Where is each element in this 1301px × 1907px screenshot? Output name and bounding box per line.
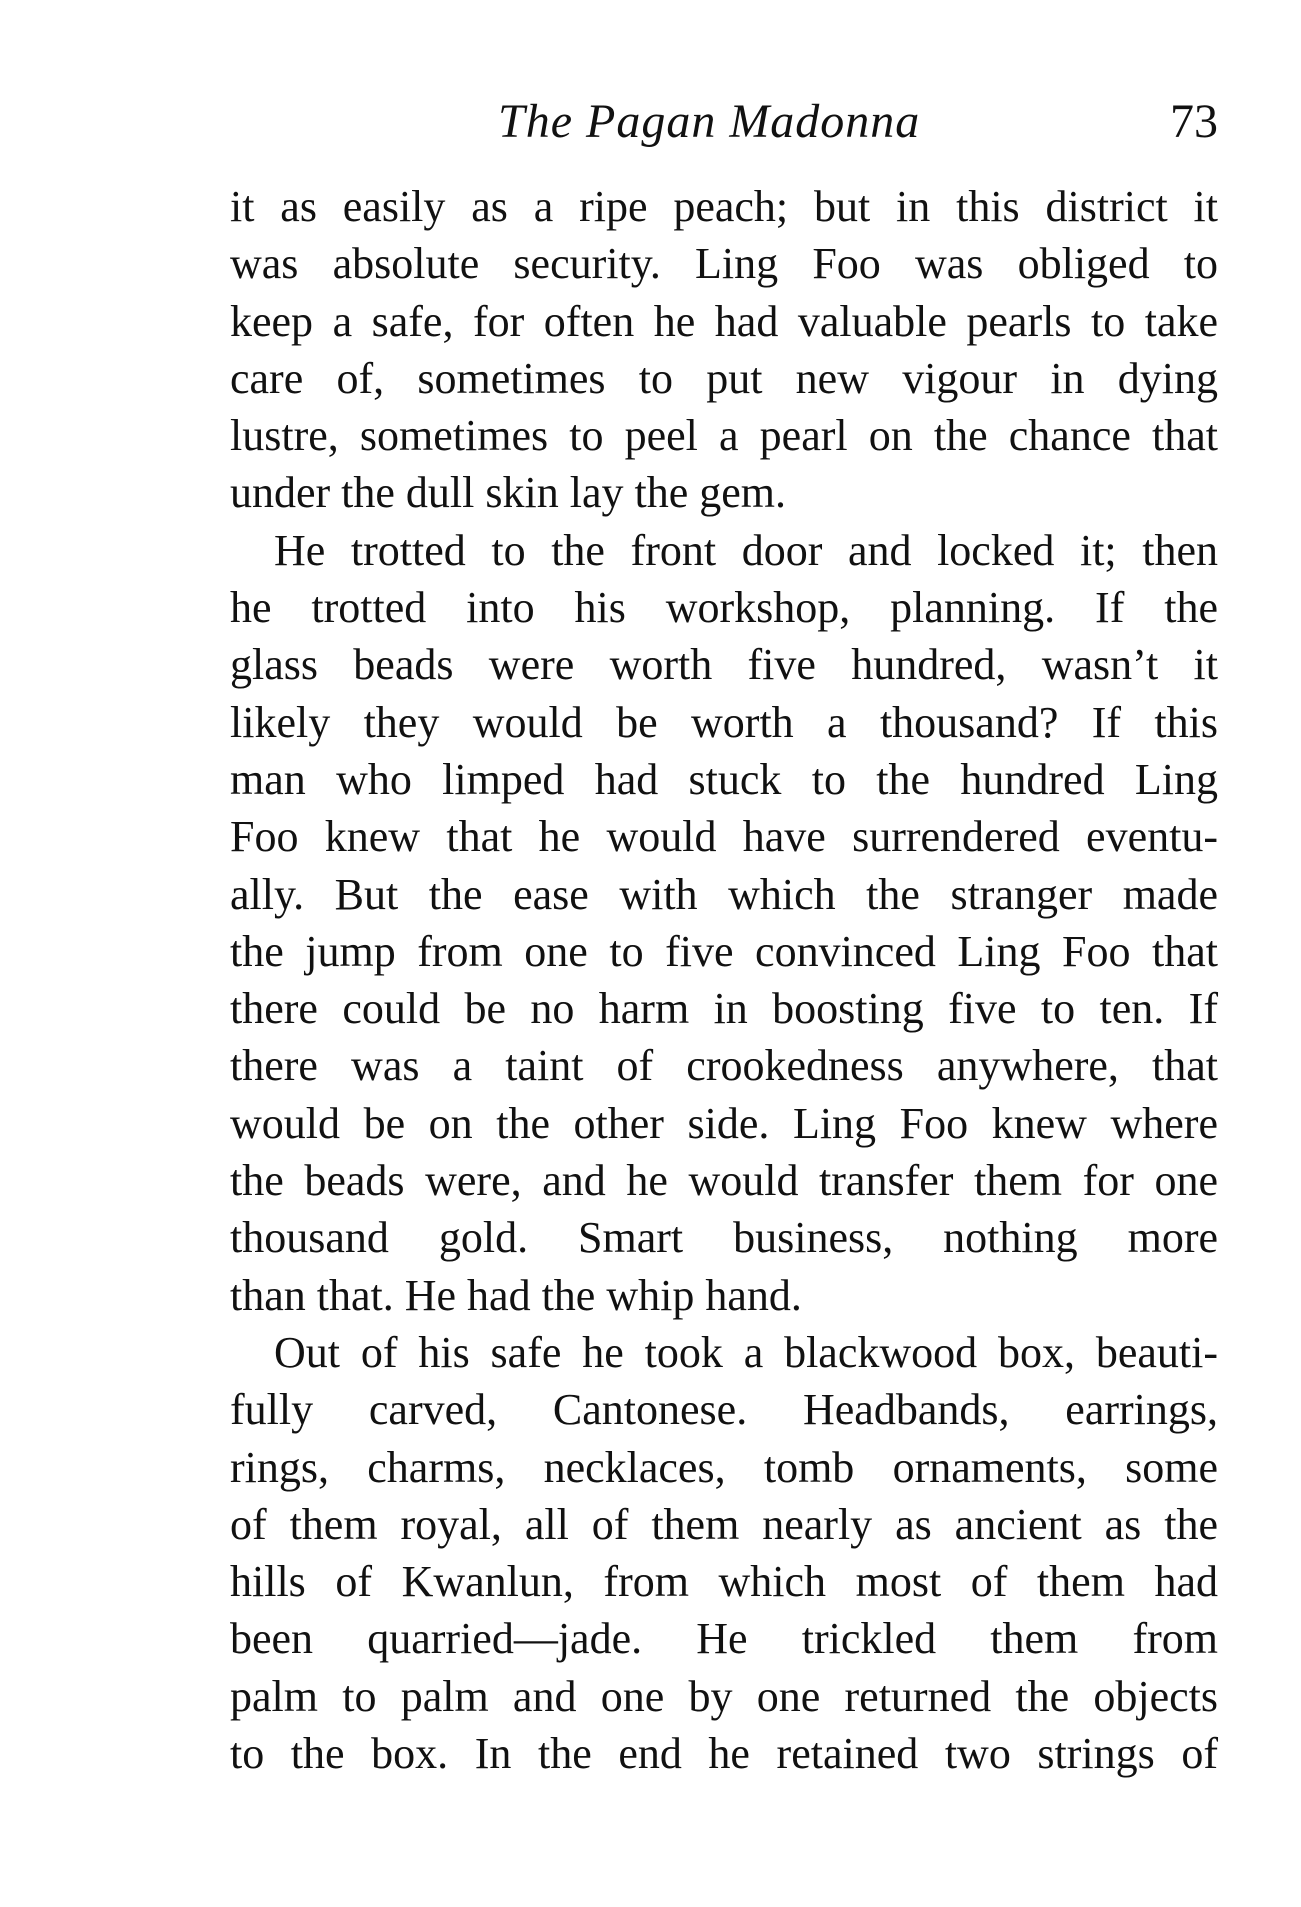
text-line: ally. But the ease with which the stranger made xyxy=(230,869,1218,919)
text-line: of them royal, all of them nearly as ancient as the xyxy=(230,1499,1218,1549)
running-header xyxy=(230,92,1218,152)
page-number: 73 xyxy=(1170,95,1218,148)
text-line: keep a safe, for often he had valuable pearls to take xyxy=(230,296,1218,346)
text-line: under the dull skin lay the gem. xyxy=(230,468,786,518)
text-line: was absolute security. Ling Foo was obliged to xyxy=(230,239,1218,289)
text-line: palm to palm and one by one returned the objects xyxy=(230,1671,1218,1721)
running-title: The Pagan Madonna xyxy=(498,95,921,148)
text-line: glass beads were worth five hundred, wasn’t it xyxy=(230,640,1218,690)
text-line: care of, sometimes to put new vigour in dying xyxy=(230,353,1218,403)
text-line: there was a taint of crookedness anywhere, that xyxy=(230,1041,1218,1091)
text-line: the jump from one to five convinced Ling Foo that xyxy=(230,926,1218,976)
body-text xyxy=(230,178,1218,1782)
text-line: likely they would be worth a thousand? If this xyxy=(230,697,1218,747)
text-line: lustre, sometimes to peel a pearl on the chance that xyxy=(230,411,1218,461)
text-line: He trotted to the front door and locked it; then xyxy=(274,525,1218,575)
text-line: Foo knew that he would have surrendered eventu- xyxy=(230,812,1218,862)
text-line: there could be no harm in boosting five to ten. If xyxy=(230,984,1218,1034)
text-line: than that. He had the whip hand. xyxy=(230,1270,802,1320)
text-line: fully carved, Cantonese. Headbands, earrings, xyxy=(230,1385,1218,1435)
text-line: man who limped had stuck to the hundred Ling xyxy=(230,754,1218,804)
text-line: he trotted into his workshop, planning. If the xyxy=(230,583,1218,633)
text-line: thousand gold. Smart business, nothing more xyxy=(230,1213,1218,1263)
text-line: it as easily as a ripe peach; but in this district it xyxy=(230,182,1218,231)
text-line: Out of his safe he took a blackwood box, beauti- xyxy=(274,1327,1218,1377)
text-line: rings, charms, necklaces, tomb ornaments, some xyxy=(230,1442,1218,1492)
text-line: would be on the other side. Ling Foo knew where xyxy=(230,1098,1218,1148)
text-line: the beads were, and he would transfer them for one xyxy=(230,1156,1218,1206)
text-line: hills of Kwanlun, from which most of them had xyxy=(230,1557,1218,1607)
text-line: to the box. In the end he retained two strings of xyxy=(230,1729,1218,1779)
text-line: been quarried—jade. He trickled them from xyxy=(230,1614,1218,1664)
